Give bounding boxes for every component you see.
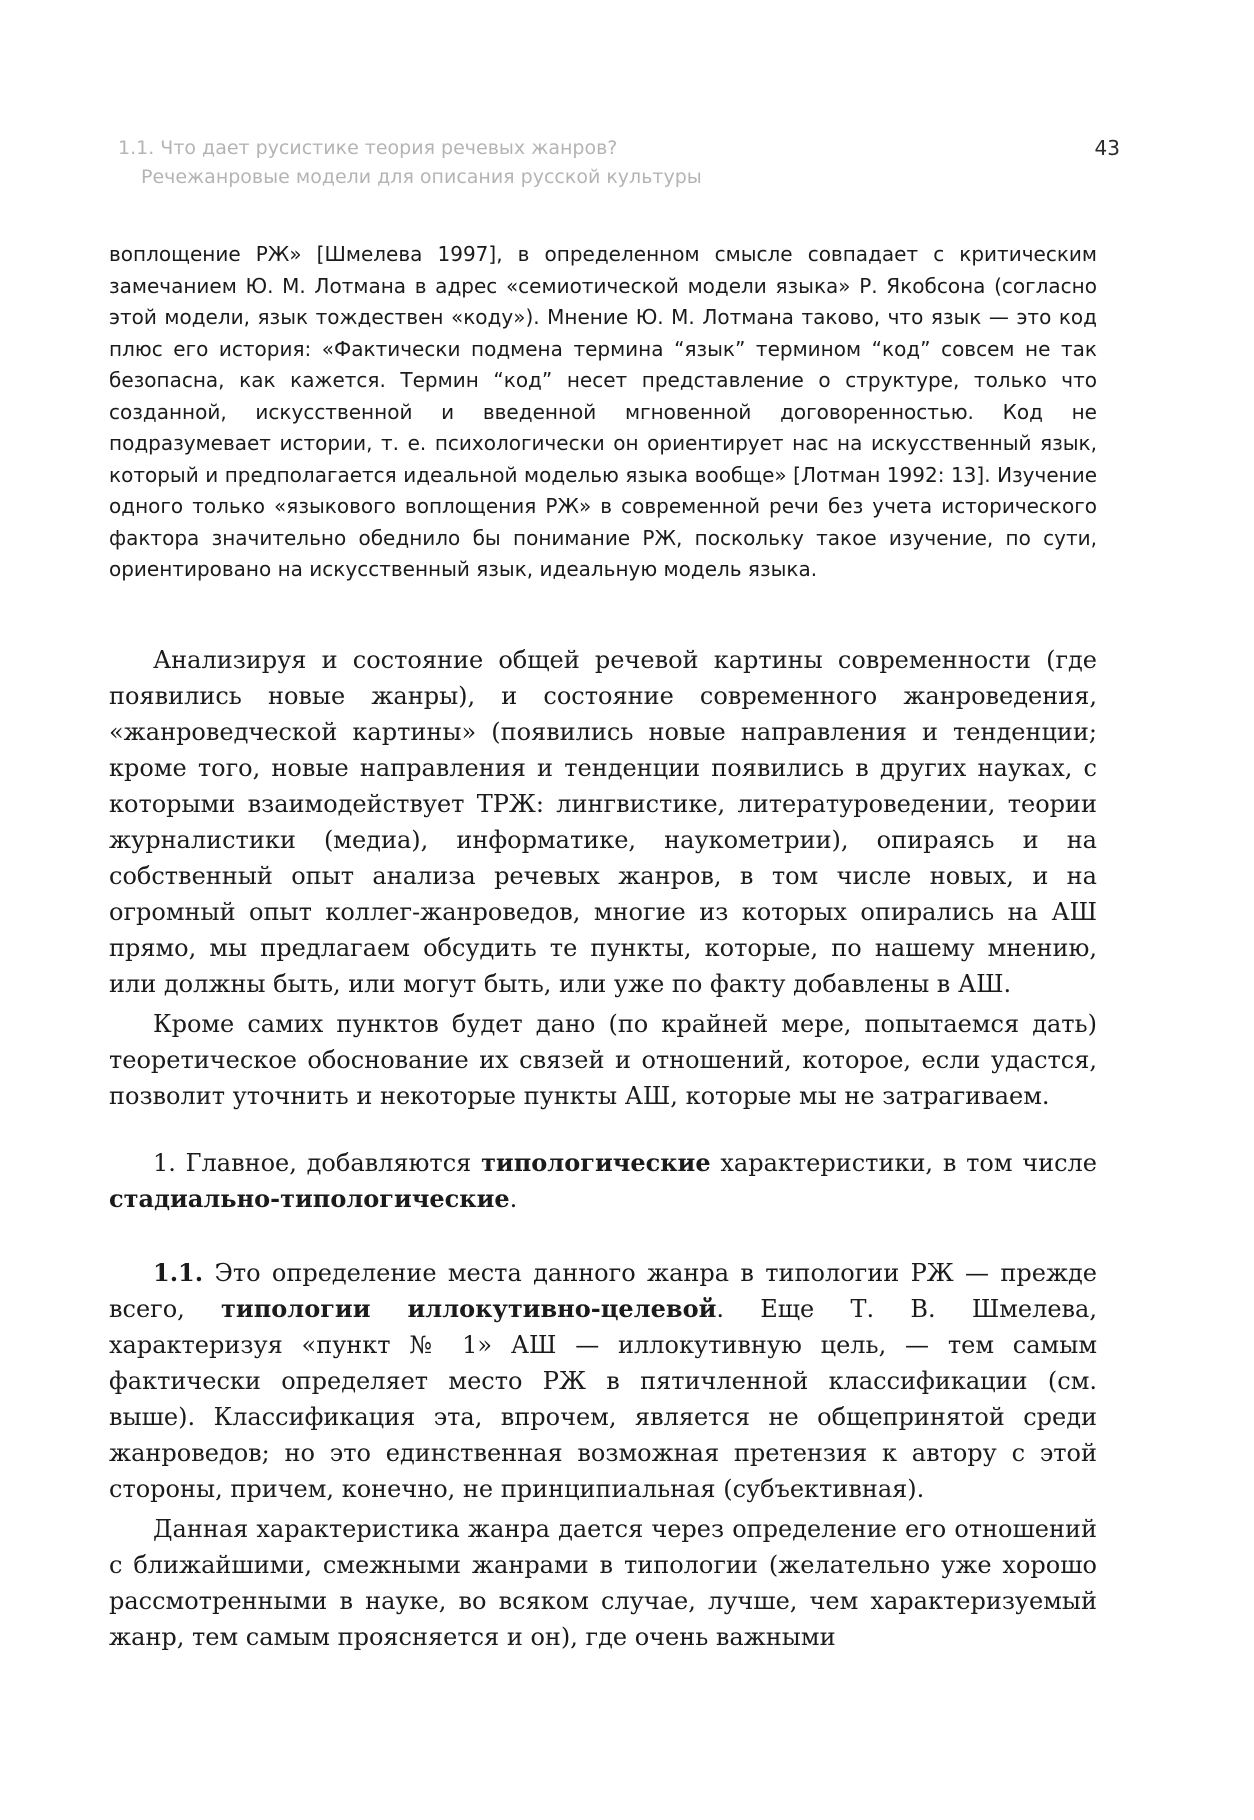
section-1-middle: характеристики, в том числе (710, 1149, 1098, 1177)
running-header-chapter: 1.1. Что дает русистике теория речевых жанров? (118, 137, 618, 159)
section-1-bold-typological: типологические (481, 1148, 711, 1177)
running-header (118, 134, 1092, 192)
running-header-subtitle: Речежанровые модели для описания русской культуры (141, 166, 702, 188)
intro-paragraph-1: Анализируя и состояние общей речевой картины современности (где появились новые жанры), и состояние современного жанроведения, «жанроведческой картины» (появились новые направления и тенденции; кроме того, новые направления и тенденции появились в других науках, с которыми взаимодействует ТРЖ: лингвистике, литературоведении, теории журналистики (медиа), информатике, наукометрии), опираясь и на собственный опыт анализа речевых жанров, в том числе новых, и на огромный опыт коллег-жанроведов, многие из которых опирались на АШ прямо, мы предлагаем обсудить те пункты, которые, по нашему мнению, или должны быть, или могут быть, или уже по факту добавлены в АШ. (109, 646, 1097, 998)
intro-paragraph-2: Кроме самих пунктов будет дано (по крайней мере, попытаемся дать) теоретическое обоснование их связей и отношений, которое, если удастся, позволит уточнить и некоторые пункты АШ, которые мы не затрагиваем. (109, 1010, 1097, 1110)
section-1-1-paragraph-1 (109, 1255, 1097, 1507)
section-1-1-text-a: Это определение места данного жанра в типологии РЖ — прежде всего, (109, 1259, 1097, 1323)
section-1-1 (109, 1255, 1097, 1655)
intro-section (109, 642, 1097, 1114)
section-1-lead: 1. Главное, добавляются (153, 1149, 482, 1177)
section-1-bold-stadial: стадиально-типологические (109, 1184, 510, 1213)
quote-paragraph: воплощение РЖ» [Шмелева 1997], в определенном смысле совпадает с критическим замечанием Ю. М. Лотмана в адрес «семиотической модели языка» Р. Якобсона (согласно этой модели, язык тождествен «коду»). Мнение Ю. М. Лотмана таково, что язык — это код плюс его история: «Фактически подмена термина “язык” термином “код” совсем не так безопасна, как кажется. Термин “код” несет представление о структуре, только что созданной, искусственной и введенной мгновенной договоренностью. Код не подразумевает истории, т. е. психологически он ориентирует нас на искусственный язык, который и предполагается идеальной моделью языка вообще» [Лотман 1992: 13]. Изучение одного только «языкового воплощения РЖ» в современной речи без учета исторического фактора значительно обеднило бы понимание РЖ, поскольку такое изучение, по сути, ориентировано на искусственный язык, идеальную модель языка. (109, 242, 1097, 581)
section-1-1-number: 1.1. (153, 1258, 204, 1287)
section-1-end: . (509, 1185, 518, 1213)
section-1-paragraph (109, 1145, 1097, 1217)
section-1-1-bold-term: типологии иллокутивно-целевой (221, 1294, 717, 1323)
page-number: 43 (1094, 136, 1120, 160)
section-1-1-text-b: . Еще Т. В. Шмелева, характеризуя «пункт № 1» АШ — иллокутивную цель, — тем самым фактически определяет место РЖ в пятичленной классификации (см. выше). Классификация эта, впрочем, является не общепринятой среди жанроведов; но это единственная возможная претензия к автору с этой стороны, причем, конечно, не принципиальная (субъективная). (109, 1295, 1097, 1503)
section-1 (109, 1145, 1097, 1217)
section-1-1-paragraph-2: Данная характеристика жанра дается через определение его отношений с ближайшими, смежными жанрами в типологии (желательно уже хорошо рассмотренными в науке, во всяком случае, лучше, чем характеризуемый жанр, тем самым проясняется и он), где очень важными (109, 1515, 1097, 1651)
